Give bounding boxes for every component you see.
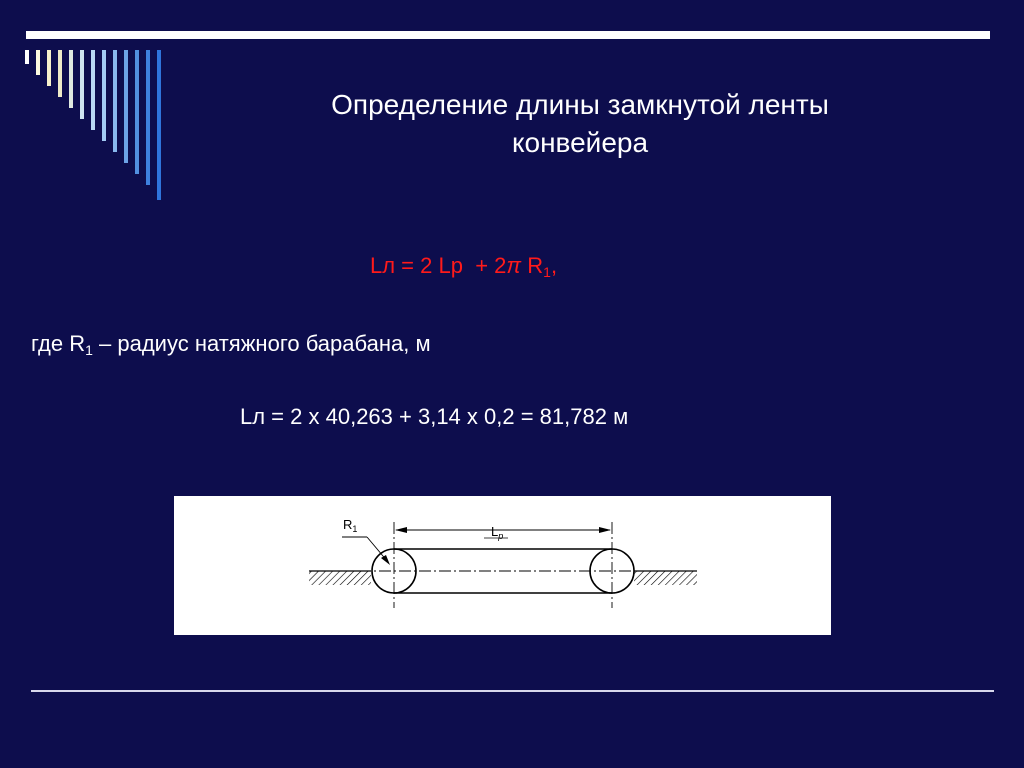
formula-r: R [521,253,544,278]
title-line-2: конвейера [511,127,649,158]
belt-length-calculation: Lл = 2 х 40,263 + 3,14 х 0,2 = 81,782 м [240,404,629,429]
where-subscript: 1 [85,342,93,358]
ground-hatch-right [634,571,697,585]
radius-definition [31,331,431,358]
ground-hatch-left [309,571,371,585]
bottom-divider-line [31,690,994,692]
where-text: – радиус натяжного барабана, м [92,331,431,356]
lp-arrow-right [599,527,611,533]
formula-r-subscript: 1 [543,264,551,280]
where-prefix: где R [31,331,86,356]
belt-length-formula [370,253,557,280]
formula-pi: π [506,253,522,278]
lp-arrow-left [395,527,407,533]
title-line-1: Определение длины замкнутой ленты [331,89,829,120]
r1-arrow [381,555,390,565]
r1-label: $R_1$ [343,517,358,534]
conveyor-belt-diagram [174,496,831,635]
decorative-gradient-bars [0,0,180,220]
formula-lhs: Lл = 2 Lр + 2 [370,253,507,278]
slide-title [250,86,910,162]
formula-tail: , [550,253,558,278]
lp-label: $L_р$ [491,524,504,541]
